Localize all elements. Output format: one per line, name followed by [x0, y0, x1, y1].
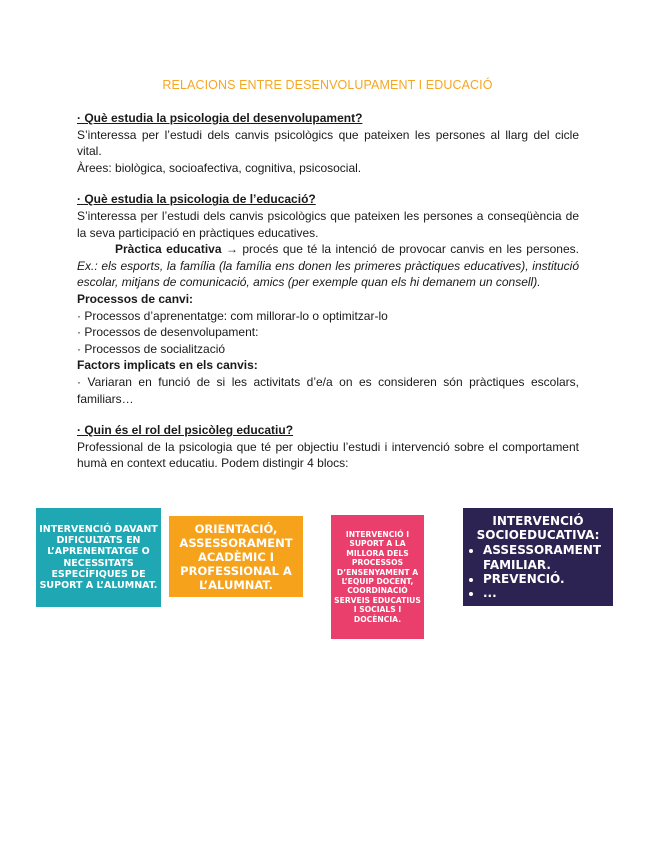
paragraph-development-definition: S’interessa per l’estudi dels canvis psicològics que pateixen les persones al llarg del cicle vital. [77, 127, 579, 159]
block-guidance-text: ORIENTACIÓ, ASSESSORAMENT ACADÈMIC I PROFESSIONAL A L’ALUMNAT. [179, 521, 293, 592]
heading-change-processes: Processos de canvi: [77, 291, 194, 306]
question-educational-psychologist: · Quin és el rol del psicòleg educatiu? [77, 423, 294, 438]
block-guidance [169, 516, 303, 597]
block-learning-difficulties [36, 508, 161, 607]
paragraph-change-factors: · Variaran en funció de si les activitats d’e/a on es consideren són pràctiques escolars, familiars… [77, 374, 579, 406]
block-socioeducational-list [471, 543, 605, 600]
list-item-process: · Processos d’aprenentatge: com millorar-lo o optimitzar-lo [77, 308, 388, 323]
block-socioeducational [463, 508, 613, 606]
paragraph-development-areas: Àrees: biològica, socioafectiva, cognitiva, psicosocial. [77, 160, 362, 175]
block-socioeducational-heading: INTERVENCIÓ SOCIOEDUCATIVA: [476, 513, 600, 543]
educational-practice-example: Ex.: els esports, la família (la família ens donen les primeres pràctiques educatives), institució escolar, mitjans de comunicació, amics (per exemple quan els hi demanem un consell). [77, 258, 579, 290]
list-item: • ASSESSORAMENT FAMILIAR. [483, 543, 605, 571]
block-teaching-support-text: INTERVENCIÓ I SUPORT A LA MILLORA DELS PROCESSOS D’ENSENYAMENT A L’EQUIP DOCENT, COORDINACIÓ SERVEIS EDUCATIUS I SOCIALS I DOCÈNCIA. [334, 529, 421, 624]
heading-change-factors: Factors implicats en els canvis: [77, 358, 258, 373]
term-educational-practice: Pràctica educativa [115, 242, 222, 257]
block-teaching-support [331, 515, 424, 639]
question-development: · Què estudia la psicologia del desenvolupament? [77, 111, 363, 125]
question-education: · Què estudia la psicologia de l’educació? [77, 192, 316, 207]
list-item-process: · Processos de desenvolupament: [77, 325, 259, 340]
paragraph-education-definition: S’interessa per l’estudi dels canvis psicològics que pateixen les persones a conseqüència de la seva participació en pràctiques educatives. [77, 208, 579, 240]
block-learning-difficulties-text: INTERVENCIÓ DAVANT DIFICULTATS EN L’APRENENTATGE O NECESSITATS ESPECÍFIQUES DE SUPORT A L’ALUMNAT. [39, 523, 158, 592]
list-item: • PREVENCIÓ. [483, 572, 605, 586]
educational-practice-definition: → procés que té la intenció de provocar canvis en les persones. [221, 242, 579, 257]
document-title: RELACIONS ENTRE DESENVOLUPAMENT I EDUCACIÓ [162, 78, 493, 92]
document-body [77, 110, 579, 472]
paragraph-psychologist-role: Professional de la psicologia que té per objectiu l’estudi i intervenció sobre el comportament humà en context educatiu. Podem distingir 4 blocs: [77, 439, 579, 471]
paragraph-educational-practice [77, 241, 579, 291]
list-item: • ... [483, 586, 605, 600]
list-item-process: · Processos de socialització [77, 341, 226, 356]
